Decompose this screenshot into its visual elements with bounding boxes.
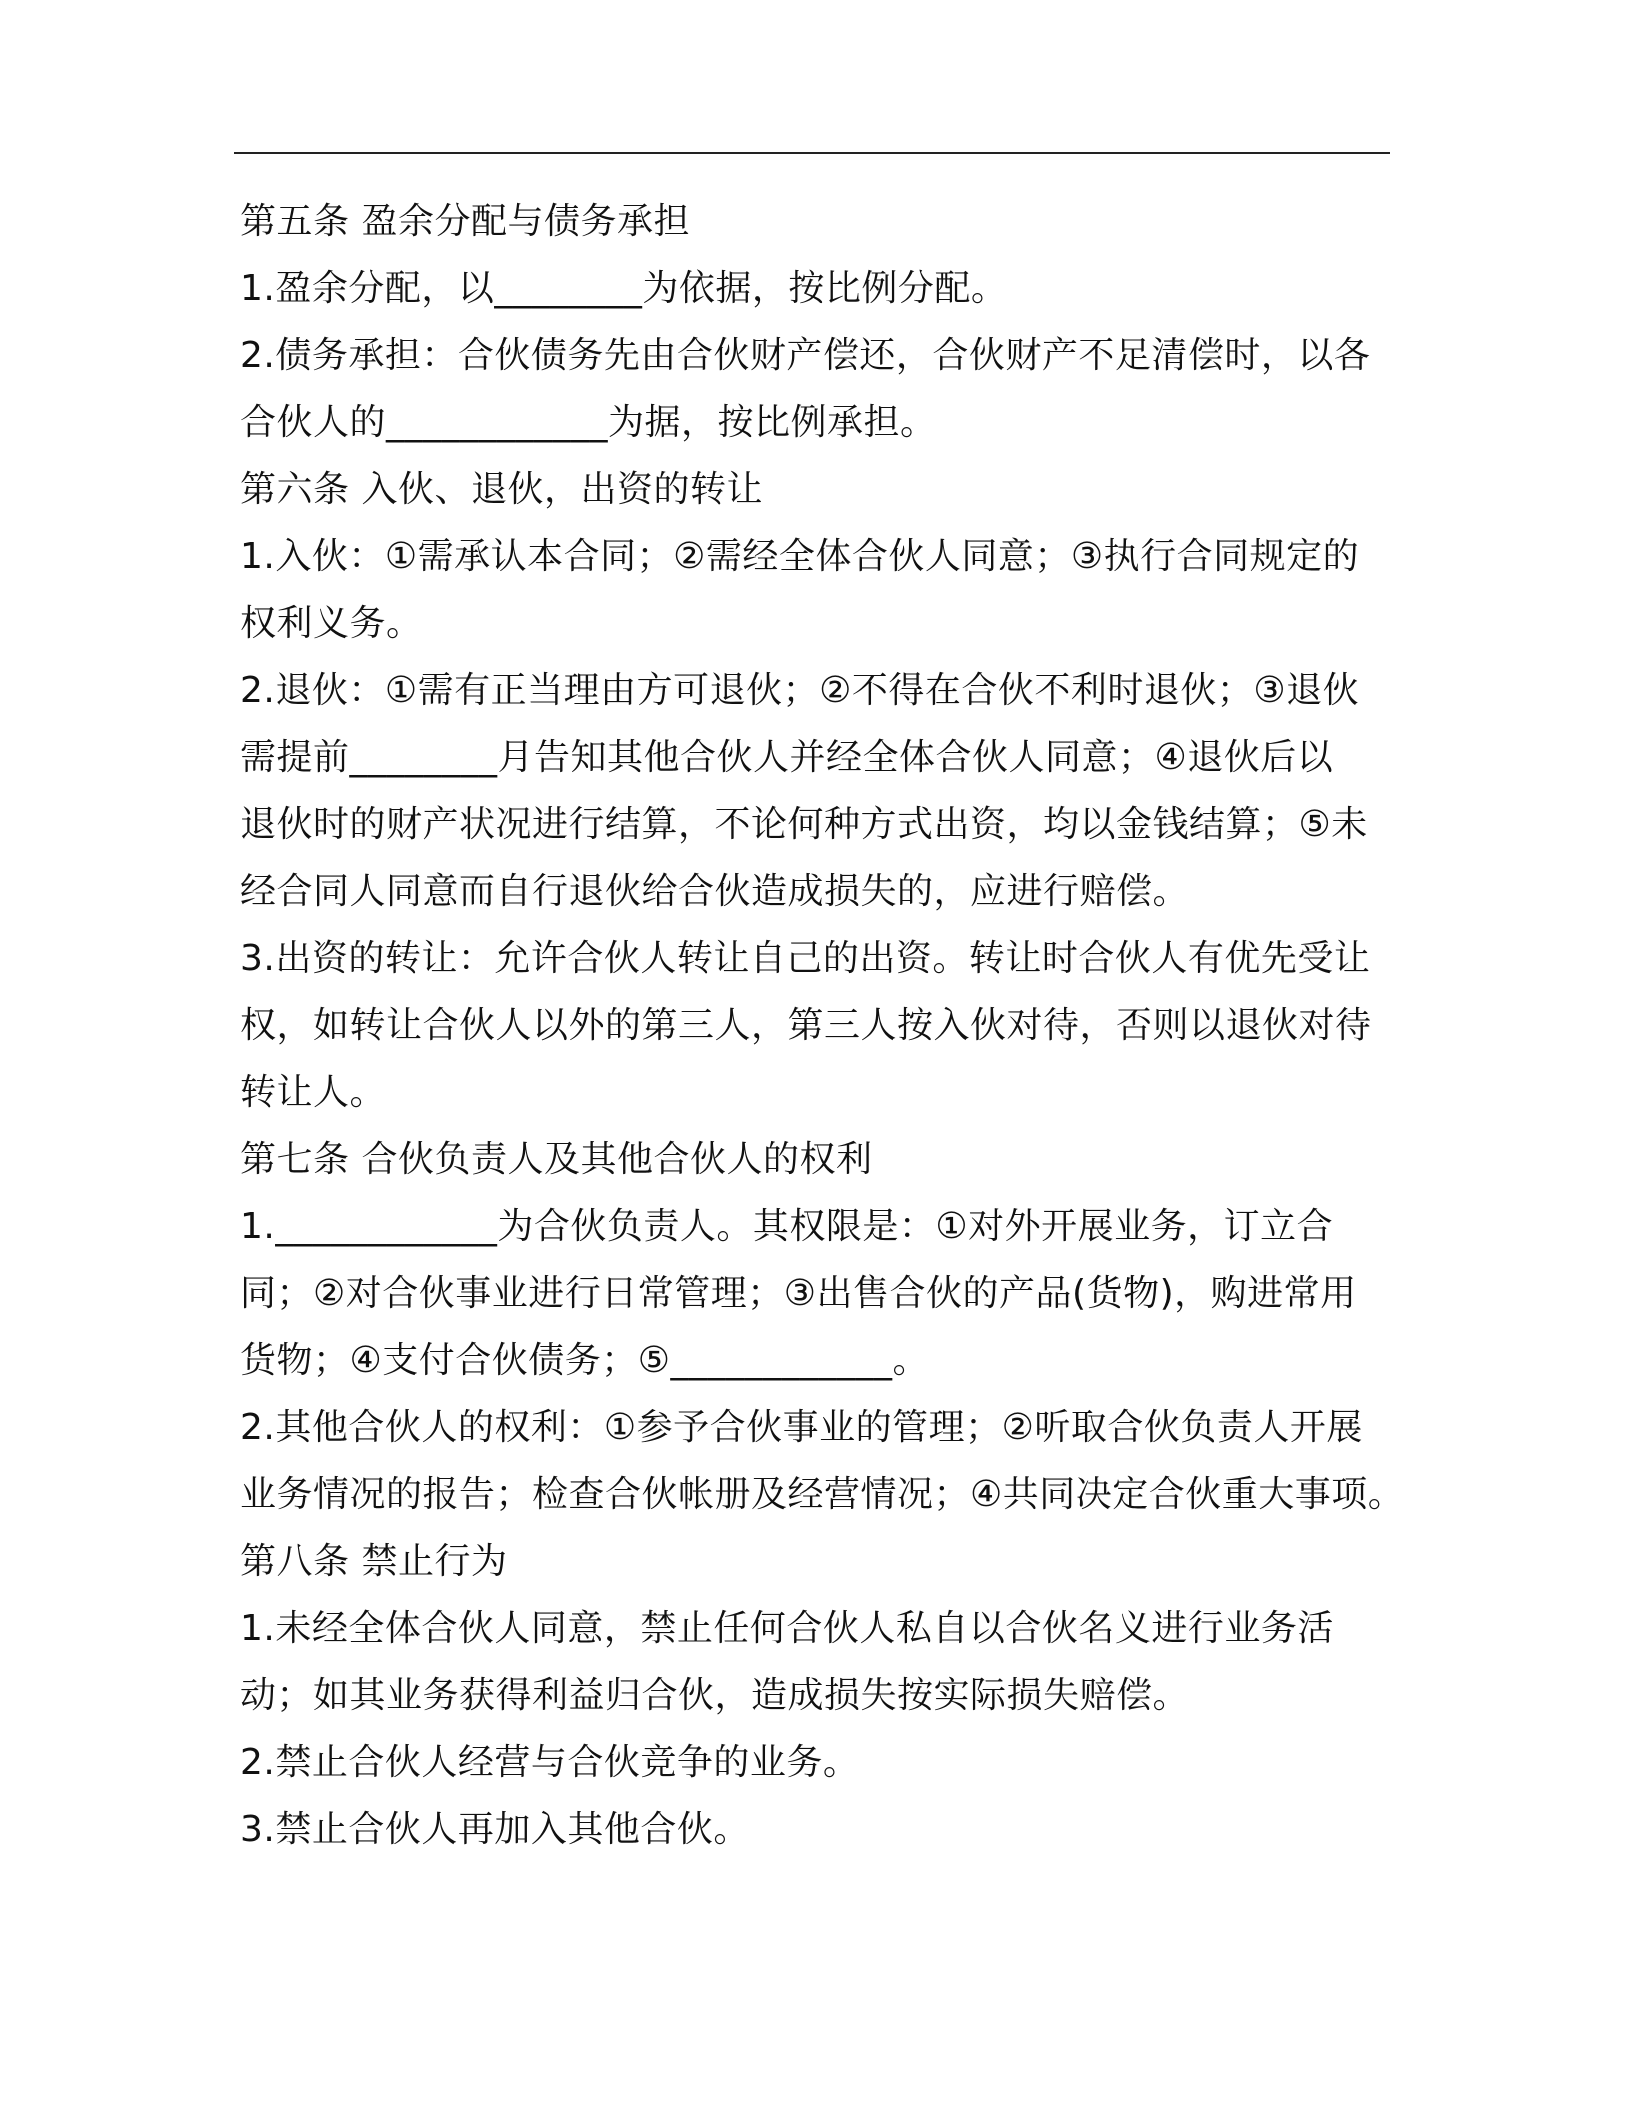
text-line: 3.出资的转让：允许合伙人转让自己的出资。转让时合伙人有优先受让	[240, 938, 1371, 979]
text-line: 业务情况的报告；检查合伙帐册及经营情况；④共同决定合伙重大事项。	[240, 1474, 1405, 1515]
text-line: 动；如其业务获得利益归合伙，造成损失按实际损失赔偿。	[240, 1675, 1190, 1716]
text-line: 退伙时的财产状况进行结算，不论何种方式出资，均以金钱结算；⑤未	[240, 804, 1368, 845]
text-line: 经合同人同意而自行退伙给合伙造成损失的，应进行赔偿。	[240, 871, 1190, 912]
text-line: 1.入伙：①需承认本合同；②需经全体合伙人同意；③执行合同规定的	[240, 536, 1360, 577]
header-rule	[234, 152, 1390, 154]
text-line: 需提前________月告知其他合伙人并经全体合伙人同意；④退伙后以	[240, 737, 1334, 778]
article-7-heading: 第七条 合伙负责人及其他合伙人的权利	[240, 1139, 873, 1180]
article-6-heading: 第六条 入伙、退伙，出资的转让	[240, 469, 763, 510]
text-line: 2.其他合伙人的权利：①参予合伙事业的管理；②听取合伙负责人开展	[240, 1407, 1363, 1448]
text-line: 1.未经全体合伙人同意，禁止任何合伙人私自以合伙名义进行业务活	[240, 1608, 1334, 1649]
text-line: 权，如转让合伙人以外的第三人，第三人按入伙对待，否则以退伙对待	[240, 1005, 1372, 1046]
text-line: 同；②对合伙事业进行日常管理；③出售合伙的产品(货物)，购进常用	[240, 1273, 1357, 1314]
text-line: 2.禁止合伙人经营与合伙竞争的业务。	[240, 1742, 860, 1783]
text-line: 转让人。	[240, 1072, 387, 1113]
article-5-heading: 第五条 盈余分配与债务承担	[240, 201, 690, 242]
text-line: 合伙人的____________为据，按比例承担。	[240, 402, 937, 443]
text-line: 2.债务承担：合伙债务先由合伙财产偿还，合伙财产不足清偿时，以各	[240, 335, 1371, 376]
text-line: 货物；④支付合伙债务；⑤____________。	[240, 1340, 930, 1381]
text-line: 权利义务。	[240, 603, 423, 644]
text-line: 3.禁止合伙人再加入其他合伙。	[240, 1809, 750, 1850]
document-body	[240, 188, 1405, 1863]
text-line: 1.____________为合伙负责人。其权限是：①对外开展业务，订立合	[240, 1206, 1334, 1247]
text-line: 1.盈余分配，以________为依据，按比例分配。	[240, 268, 1008, 309]
text-line: 2.退伙：①需有正当理由方可退伙；②不得在合伙不利时退伙；③退伙	[240, 670, 1360, 711]
article-8-heading: 第八条 禁止行为	[240, 1541, 508, 1582]
